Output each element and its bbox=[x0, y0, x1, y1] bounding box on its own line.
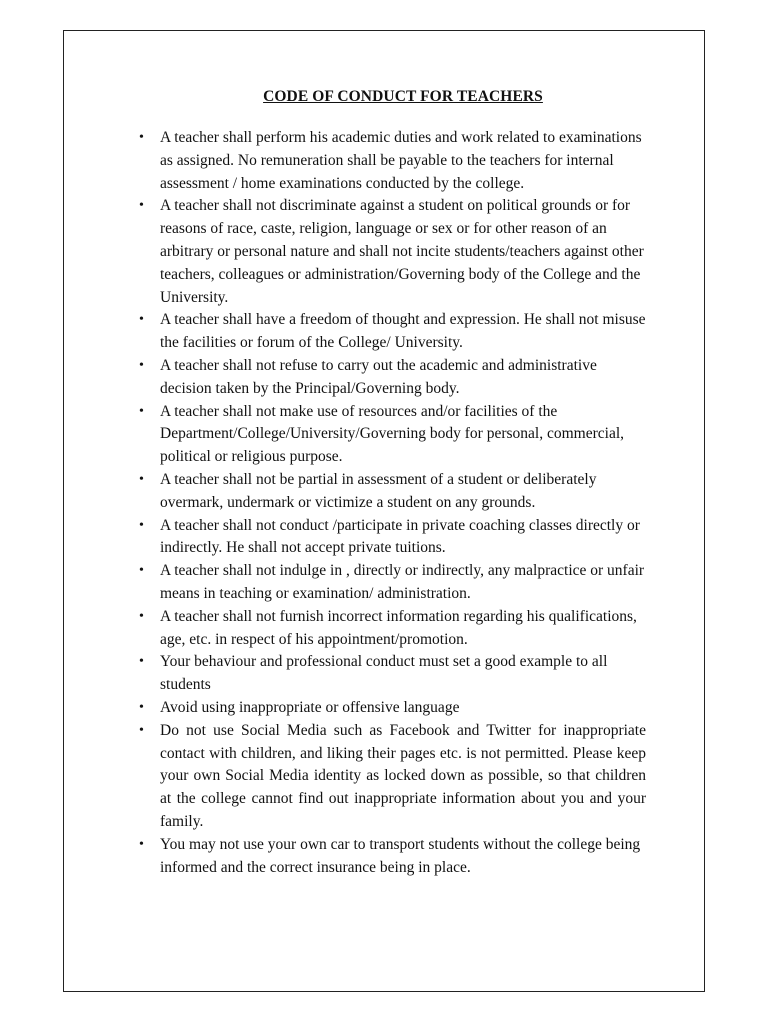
list-item bbox=[139, 309, 646, 355]
bullet-icon: • bbox=[139, 471, 144, 487]
list-item bbox=[139, 720, 646, 834]
bullet-icon: • bbox=[139, 357, 144, 373]
list-item bbox=[139, 195, 646, 309]
list-item-text: A teacher shall have a freedom of thought and expression. He shall not misuse the facilities or forum of the College/ University. bbox=[160, 311, 646, 352]
list-item-text: A teacher shall not make use of resources and/or facilities of the Department/College/University/Governing body for personal, commercial, political or religious purpose. bbox=[160, 402, 625, 466]
bullet-icon: • bbox=[139, 130, 144, 145]
bullet-icon: • bbox=[139, 722, 144, 738]
bullet-icon: • bbox=[139, 563, 144, 579]
list-item bbox=[139, 515, 646, 561]
bullet-icon: • bbox=[139, 699, 144, 715]
list-item-text: You may not use your own car to transport students without the college being informed and the correct insurance being in place. bbox=[160, 835, 641, 876]
list-item-text: A teacher shall perform his academic duties and work related to examinations as assigned. No remuneration shall be payable to the teachers for internal assessment / home examinations conducted by the college. bbox=[160, 129, 642, 192]
bullet-icon: • bbox=[139, 836, 144, 852]
list-item-text: Do not use Social Media such as Facebook and Twitter for inappropriate contact with children, and liking their pages etc. is not permitted. Please keep your own Social Media identity as locked down as possible, so that children at the college cannot find out inappropriate information about you and your family. bbox=[160, 721, 646, 830]
document-title: CODE OF CONDUCT FOR TEACHERS bbox=[263, 88, 543, 105]
list-item bbox=[139, 469, 646, 515]
list-item bbox=[139, 651, 646, 697]
list-item bbox=[139, 697, 646, 720]
list-item-text: A teacher shall not refuse to carry out the academic and administrative decision taken by the Principal/Governing body. bbox=[160, 356, 597, 397]
list-item-text: A teacher shall not discriminate against a student on political grounds or for reasons of race, caste, religion, language or sex or for other reason of an arbitrary or personal nature and shall not incite students/teachers against other teachers, colleagues or administration/Governing body of the College and the University. bbox=[160, 197, 644, 306]
list-item-text: A teacher shall not be partial in assessment of a student or deliberately overmark, undermark or victimize a student on any grounds. bbox=[160, 470, 597, 511]
bullet-icon: • bbox=[139, 312, 144, 328]
list-item bbox=[139, 560, 646, 606]
list-item-text: A teacher shall not conduct /participate in private coaching classes directly or indirectly. He shall not accept private tuitions. bbox=[160, 516, 640, 557]
page-frame bbox=[63, 30, 705, 992]
bullet-icon: • bbox=[139, 654, 144, 670]
bullet-icon: • bbox=[139, 403, 144, 419]
list-item bbox=[139, 127, 646, 195]
list-item bbox=[139, 606, 646, 652]
list-item-text: A teacher shall not furnish incorrect information regarding his qualifications, age, etc. in respect of his appointment/promotion. bbox=[160, 607, 637, 648]
list-item bbox=[139, 401, 646, 469]
list-item-text: A teacher shall not indulge in , directly or indirectly, any malpractice or unfair means in teaching or examination/ administration. bbox=[160, 562, 645, 602]
list-item-text: Your behaviour and professional conduct must set a good example to all students bbox=[160, 653, 608, 694]
list-item bbox=[139, 834, 646, 880]
bullet-icon: • bbox=[139, 608, 144, 624]
bullet-icon: • bbox=[139, 198, 144, 214]
conduct-rule-list bbox=[139, 127, 646, 879]
list-item bbox=[139, 355, 646, 401]
bullet-icon: • bbox=[139, 517, 144, 533]
list-item-text: Avoid using inappropriate or offensive language bbox=[160, 698, 460, 716]
